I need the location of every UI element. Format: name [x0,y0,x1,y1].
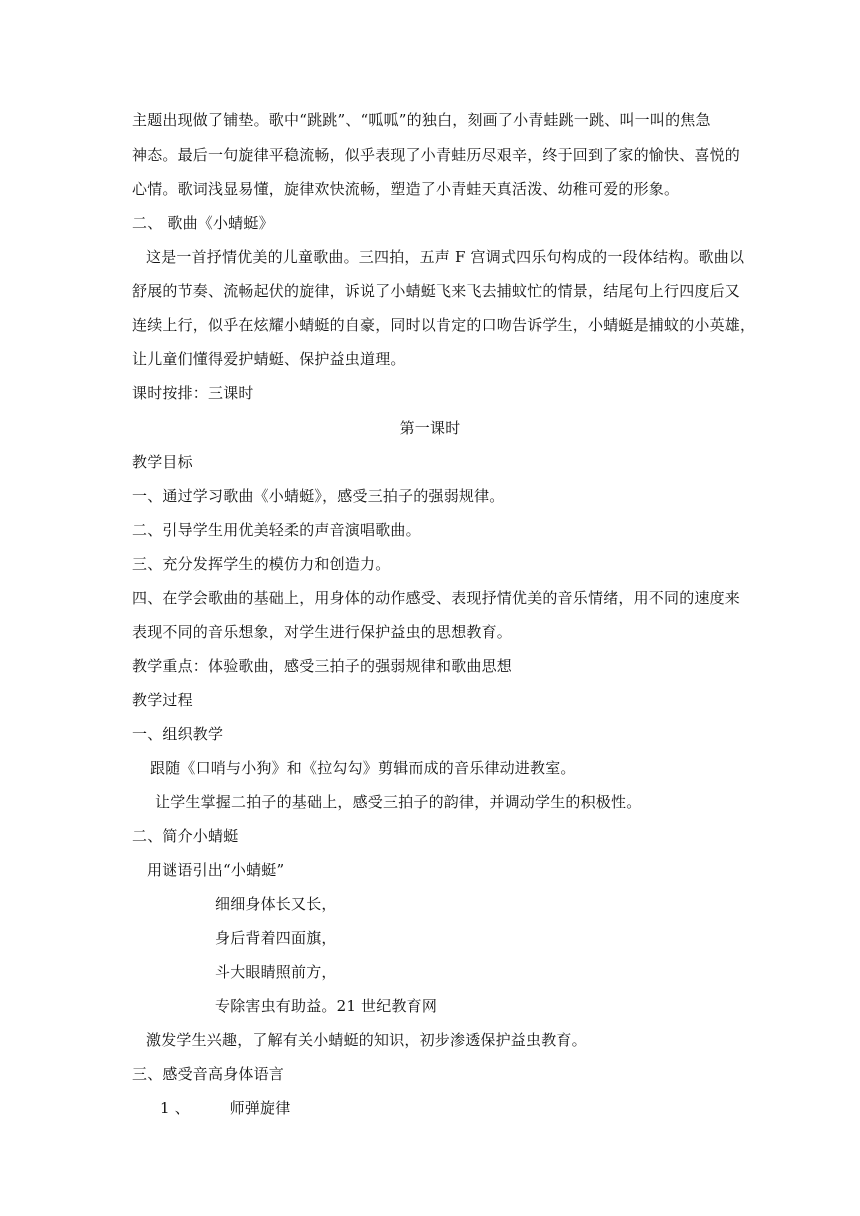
text-line: 表现不同的音乐想象，对学生进行保护益虫的思想教育。 [132,623,513,641]
list-item: 1 、 师弹旋律 [160,1099,291,1117]
text-line: 连续上行，似乎在炫耀小蜻蜓的自豪，同时以肯定的口吻告诉学生，小蜻蜓是捕蚊的小英雄， [132,316,756,334]
text-line: 这是一首抒情优美的儿童歌曲。三四拍，五声 F 宫调式四乐句构成的一段体结构。歌曲以 [146,248,745,266]
list-item: 一、通过学习歌曲《小蜻蜓》，感受三拍子的强弱规律。 [132,487,505,505]
text-line: 课时按排：三课时 [132,384,254,402]
list-item: 三、充分发挥学生的模仿力和创造力。 [132,555,391,573]
riddle-line: 身后背着四面旗， [215,929,337,947]
section-heading: 教学目标 [132,453,193,471]
section-heading: 教学过程 [132,691,193,709]
riddle-line: 专除害虫有助益。21 世纪教育网 [215,997,438,1015]
list-item: 三、感受音高身体语言 [132,1065,285,1083]
riddle-line: 细细身体长又长， [215,895,337,913]
text-line: 心情。歌词浅显易懂，旋律欢快流畅，塑造了小青蛙天真活泼、幼稚可爱的形象。 [132,180,680,198]
text-line: 让儿童们懂得爱护蜻蜓、保护益虫道理。 [132,350,406,368]
text-line: 用谜语引出“小蜻蜓” [147,861,285,879]
text-line: 让学生掌握二拍子的基础上，感受三拍子的韵律，并调动学生的积极性。 [155,793,642,811]
text-line: 激发学生兴趣，了解有关小蜻蜓的知识，初步渗透保护益虫教育。 [146,1031,587,1049]
text-line: 神态。最后一句旋律平稳流畅，似乎表现了小青蛙历尽艰辛，终于回到了家的愉快、喜悦的 [132,146,741,164]
list-item: 二、简介小蜻蜓 [132,827,239,845]
riddle-line: 斗大眼睛照前方， [215,963,337,981]
list-item: 一、组织教学 [132,725,224,743]
section-heading: 二、 歌曲《小蜻蜓》 [132,214,274,232]
text-line: 舒展的节奏、流畅起伏的旋律，诉说了小蜻蜓飞来飞去捕蚊忙的情景，结尾句上行四度后又 [132,282,741,300]
text-line: 跟随《口哨与小狗》和《拉勾勾》剪辑而成的音乐律动进教室。 [150,759,576,777]
lesson-title: 第一课时 [399,419,461,437]
list-item: 四、在学会歌曲的基础上，用身体的动作感受、表现抒情优美的音乐情绪，用不同的速度来 [132,589,741,607]
text-line: 主题出现做了铺垫。歌中“跳跳”、“呱呱”的独白，刻画了小青蛙跳一跳、叫一叫的焦急 [132,111,711,129]
list-item: 二、引导学生用优美轻柔的声音演唱歌曲。 [132,521,421,539]
text-line: 教学重点：体验歌曲，感受三拍子的强弱规律和歌曲思想 [132,657,513,675]
